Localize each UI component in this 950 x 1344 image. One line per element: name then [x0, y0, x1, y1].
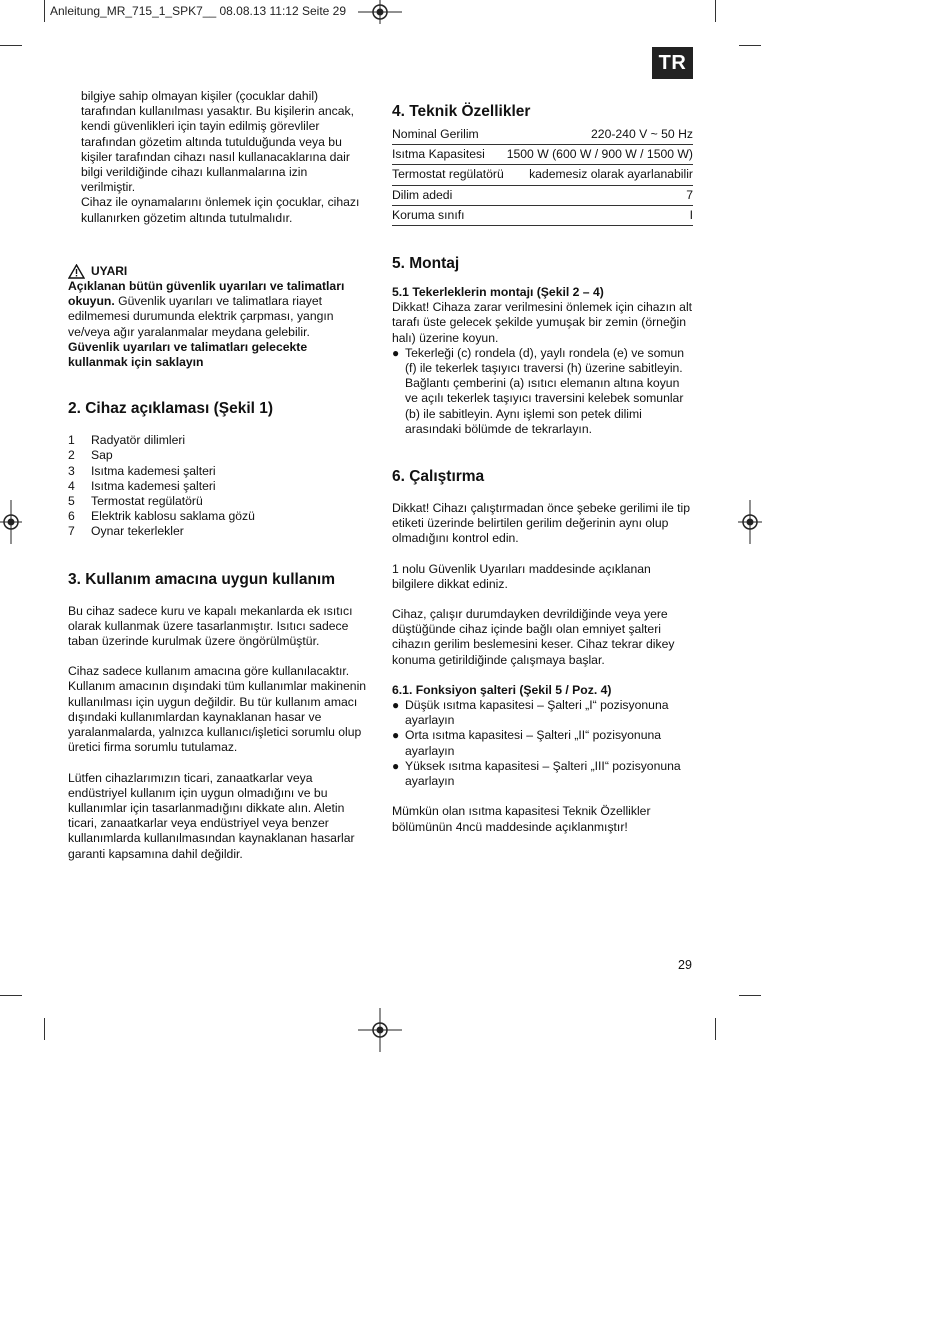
text-line: tarafından kullanılması yasaktır. Bu kişilerin ancak,: [81, 104, 354, 119]
text-line: bilgi verildiğinde cihazı kullanmalarına izin: [81, 165, 308, 180]
language-badge: TR: [652, 47, 693, 79]
crop-mark: [44, 0, 45, 22]
table-row: Termostat regülatörü kademesiz olarak ayarlanabilir: [392, 165, 693, 185]
page-number: 29: [678, 958, 692, 972]
registration-mark-icon: [738, 500, 762, 544]
text-line: tarafından gözetim altında tutulduğunda veya bu: [81, 134, 342, 149]
crop-mark: [0, 45, 22, 46]
bullet-list: [392, 346, 694, 437]
subsection-title: 5.1 Tekerleklerin montajı (Şekil 2 – 4): [392, 285, 604, 300]
list-item: 1 Radyatör dilimleri: [68, 433, 186, 448]
crop-mark: [739, 995, 761, 996]
text-line: bilgiye sahip olmayan kişiler (çocuklar dahil): [81, 89, 319, 103]
bullet-list: [392, 698, 694, 789]
right-column: [392, 102, 694, 835]
table-row: Isıtma Kapasitesi 1500 W (600 W / 900 W / 1500 W): [392, 145, 693, 165]
crop-mark: [739, 45, 761, 46]
table-row: Dilim adedi 7: [392, 185, 693, 205]
paragraph: Mümkün olan ısıtma kapasitesi Teknik Özellikler bölümünün 4ncü maddesinde açıklanmıştır!: [392, 804, 651, 834]
warning-triangle-icon: [68, 264, 85, 279]
text-line: kendi güvenlikleri için tayin edilmiş görevliler: [81, 119, 320, 134]
paragraph: Bu cihaz sadece kuru ve kapalı mekanlarda ek ısıtıcı olarak kullanmak üzere tasarlanmıştır. Isıtıcı sadece taban üzerinde kurulmak üzere öngörülmüştür.: [68, 603, 353, 649]
table-row: Nominal Gerilim 220-240 V ~ 50 Hz: [392, 125, 693, 145]
list-item: 6 Elektrik kablosu saklama gözü: [68, 509, 255, 524]
warning-block: [68, 264, 370, 370]
paragraph: Cihaz sadece kullanım amacına göre kullanılacaktır. Kullanım amacının dışındaki tüm kullanımlar makinenin kullanılması için uygun değildir. Bu tür kullanım amacı dışındaki kullanımlardan kaynaklanan hasar ve yaralanmalarda, yalnızca kullanıcı/işletici sorumlu olup üretici firma sorumlu tutulamaz.: [68, 664, 367, 755]
list-item: 4 Isıtma kademesi şalteri: [68, 478, 216, 493]
paragraph: 1 nolu Güvenlik Uyarıları maddesinde açıklanan bilgilere dikkat ediniz.: [392, 561, 651, 591]
list-item: ● Orta ısıtma kapasitesi – Şalteri „II“ pozisyonuna ayarlayın: [392, 728, 662, 758]
text-line: verilmiştir.: [81, 180, 136, 195]
crop-mark: [44, 1018, 45, 1040]
list-item: 2 Sap: [68, 448, 113, 463]
list-item: 7 Oynar tekerlekler: [68, 524, 184, 539]
section-3-title: 3. Kullanım amacına uygun kullanım: [68, 570, 336, 588]
left-column: [68, 89, 370, 862]
text-line: kullanırken gözetim altında tutulmalıdır.: [81, 210, 293, 225]
crop-mark: [715, 1018, 716, 1040]
warning-heading: [68, 264, 370, 279]
section-2-title: 2. Cihaz açıklaması (Şekil 1): [68, 400, 274, 418]
text-line: Cihaz ile oynamalarını önlemek için çocuklar, cihazı: [81, 195, 360, 210]
list-item: ● Tekerleği (c) rondela (d), yaylı rondela (e) ve somun (f) ile tekerlek taşıyıcı traversi (h) üzerine sabitleyin. Bağlantı çemberini (a) ısıtıcı elemanın altına koyun ve açılı tekerlek taşıyıcı traversini kelebek somunlar (b) ile sabitleyin. Aynı işlemi son petek dilimi arasındaki bölümde de tekrarlayın.: [392, 345, 685, 436]
registration-mark-icon: [358, 1008, 402, 1052]
warning-label: UYARI: [91, 263, 128, 278]
registration-mark-icon: [0, 500, 22, 544]
spec-table: [392, 124, 693, 226]
intro-text: [68, 89, 370, 226]
warning-normal-text: Güvenlik uyarıları ve talimatlara riayet edilmemesi durumunda elektrik çarpması, yangın ve/veya ağır yaralanmalar meydana gelebilir.: [68, 294, 334, 339]
subsection-title: 6.1. Fonksiyon şalteri (Şekil 5 / Poz. 4): [392, 682, 612, 697]
paragraph: Cihaz, çalışır durumdayken devrildiğinde veya yere düştüğünde cihaz içinde bağlı olan emniyet şalteri cihazın gerilim beslemesini keser. Cihaz tekrar dikey konuma getirildiğinde çalışmaya başlar.: [392, 607, 675, 667]
table-row: Koruma sınıfı I: [392, 205, 693, 225]
paragraph: Dikkat! Cihaza zarar verilmesini önlemek için cihazın alt tarafı üste gelecek şekilde yumuşak bir zemin (örneğin halı) üzerine koyun.: [392, 300, 693, 345]
text-line: kişiler tarafından cihazı nasıl kullanacaklarına dair: [81, 149, 350, 164]
list-item: ● Düşük ısıtma kapasitesi – Şalteri „I“ pozisyonuna ayarlayın: [392, 698, 669, 728]
section-4-title: 4. Teknik Özellikler: [392, 103, 531, 120]
warning-bold-text: Güvenlik uyarıları ve talimatları gelecekte kullanmak için saklayın: [68, 339, 308, 370]
list-item: 5 Termostat regülatörü: [68, 494, 203, 509]
list-item: ● Yüksek ısıtma kapasitesi – Şalteri „III“ pozisyonuna ayarlayın: [392, 758, 681, 789]
device-parts-list: [68, 433, 370, 539]
registration-mark-icon: [358, 0, 402, 24]
warning-text: [68, 279, 370, 340]
warning-bold-text: Açıklanan bütün güvenlik uyarıları ve talimatları okuyun.: [68, 279, 345, 309]
section-5-title: 5. Montaj: [392, 255, 460, 273]
paragraph: Lütfen cihazlarımızın ticari, zanaatkarlar veya endüstriyel kullanım için uygun olmadığını ve bu kullanımlar için tasarlanmadığını dikkate alın. Aletin ticari, zanaatkarlar veya endüstriyel veya benzer kullanımlarda kullanılmasından kaynaklanan hasarlar garanti kapsamına dahil değildir.: [68, 770, 355, 861]
crop-mark: [0, 995, 22, 996]
section-6-title: 6. Çalıştırma: [392, 468, 485, 486]
list-item: 3 Isıtma kademesi şalteri: [68, 463, 216, 478]
crop-mark: [715, 0, 716, 22]
print-slug: Anleitung_MR_715_1_SPK7__ 08.08.13 11:12 Seite 29: [50, 4, 347, 18]
paragraph: Dikkat! Cihazı çalıştırmadan önce şebeke gerilimi ile tip etiketi üzerinde belirtilen gerilim değerinin aynı olup olmadığını kontrol edin.: [392, 501, 691, 546]
